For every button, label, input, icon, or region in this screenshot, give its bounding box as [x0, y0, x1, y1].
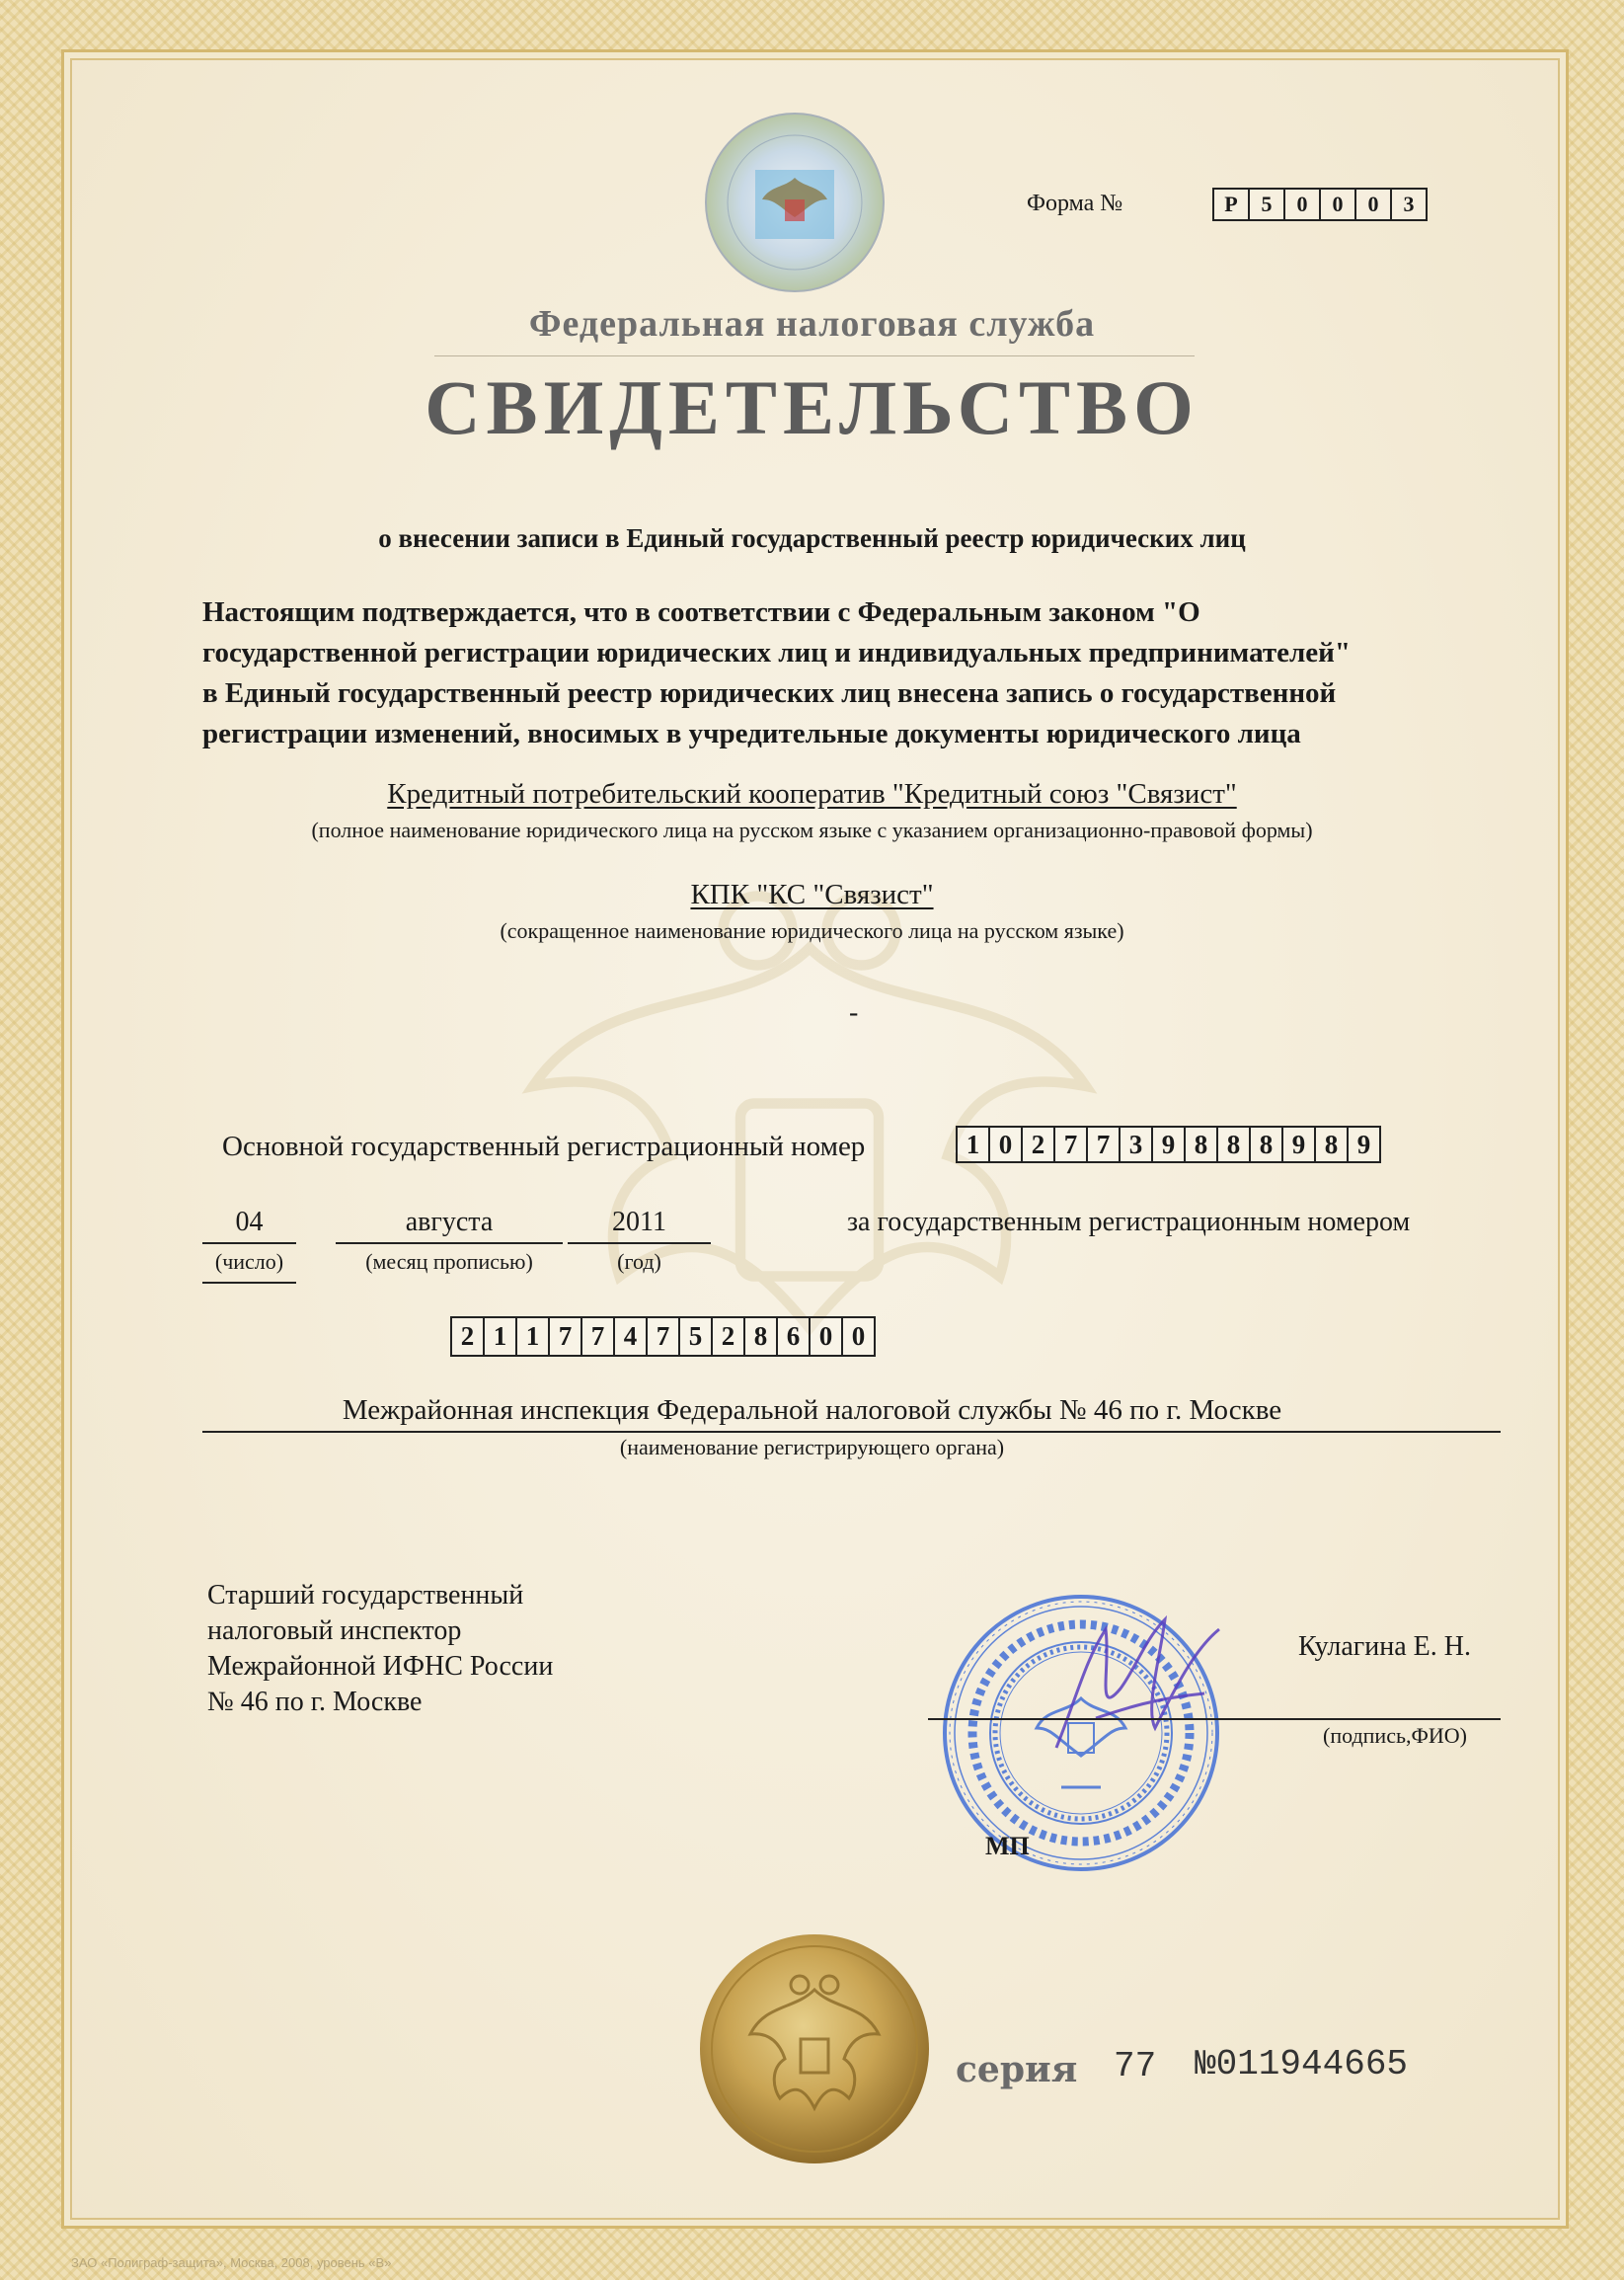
date-year: 2011: [612, 1207, 666, 1237]
ogrn-label: Основной государственный регистрационный номер: [222, 1131, 866, 1162]
signature-line: [928, 1718, 1501, 1720]
ogrn-digit: 8: [1216, 1126, 1251, 1163]
grn-digit: 1: [483, 1316, 517, 1357]
series-value: 77: [1114, 2046, 1157, 2086]
grn-digit: 7: [646, 1316, 680, 1357]
date-day-line: [202, 1242, 296, 1244]
ogrn-digit: 9: [1347, 1126, 1381, 1163]
ogrn-digit: 8: [1314, 1126, 1349, 1163]
ogrn-digit: 2: [1021, 1126, 1055, 1163]
ogrn-digit: 7: [1053, 1126, 1088, 1163]
ogrn-digit: 9: [1151, 1126, 1186, 1163]
body-line: государственной регистрации юридических лиц и индивидуальных предпринимателей": [202, 637, 1351, 668]
inspector-line: Старший государственный: [207, 1580, 524, 1611]
signer-name: Кулагина Е. Н.: [1298, 1631, 1471, 1662]
inspector-title: [207, 1578, 553, 1720]
ogrn-cells: [958, 1126, 1381, 1163]
ogrn-digit: 0: [988, 1126, 1023, 1163]
inspector-line: Межрайонной ИФНС России: [207, 1651, 554, 1682]
date-day-caption-line: [202, 1282, 296, 1284]
entity-short-name-row: [0, 879, 1624, 911]
date-year-caption: (год): [617, 1249, 661, 1274]
ogrn-digit: 3: [1119, 1126, 1153, 1163]
body-line: в Единый государственный реестр юридических лиц внесена запись о государственной: [202, 677, 1337, 709]
body-line: Настоящим подтверждается, что в соответствии с Федеральным законом "О: [202, 596, 1200, 628]
agency-name: Федеральная налоговая служба: [528, 303, 1096, 345]
ogrn-digit: 1: [956, 1126, 990, 1163]
form-number-cells: [1214, 188, 1428, 221]
hologram-emblem-icon: [701, 109, 889, 296]
registering-organ-name: Межрайонная инспекция Федеральной налоговой службы № 46 по г. Москве: [342, 1394, 1282, 1426]
signature-caption: (подпись,ФИО): [1323, 1723, 1467, 1748]
certificate-body: [202, 592, 1486, 754]
grn-digit: 0: [809, 1316, 843, 1357]
grn-digit: 1: [515, 1316, 550, 1357]
entity-full-name-row: [0, 778, 1624, 811]
grn-cells: [452, 1316, 876, 1357]
page-title: СВИДЕТЕЛЬСТВО: [425, 364, 1199, 450]
form-number-char: 0: [1319, 188, 1356, 221]
grn-digit: 7: [548, 1316, 582, 1357]
body-line: регистрации изменений, вносимых в учредительные документы юридического лица: [202, 718, 1301, 749]
registering-organ-line: [202, 1431, 1501, 1433]
inspector-line: № 46 по г. Москве: [207, 1687, 423, 1717]
inspector-line: налоговый инспектор: [207, 1615, 462, 1646]
date-year-line: [568, 1242, 711, 1244]
grn-digit: 5: [678, 1316, 713, 1357]
form-number-char: 0: [1354, 188, 1392, 221]
grn-digit: 2: [711, 1316, 745, 1357]
form-number-char: Р: [1212, 188, 1250, 221]
entity-short-name: КПК "КС "Связист": [690, 879, 934, 910]
entity-full-name: Кредитный потребительский кооператив "Кредитный союз "Связист": [387, 778, 1237, 810]
grn-digit: 2: [450, 1316, 485, 1357]
printer-imprint: ЗАО «Полиграф-защита», Москва, 2008, уровень «В»: [71, 2255, 392, 2270]
date-month-caption: (месяц прописью): [365, 1249, 533, 1274]
date-month-line: [336, 1242, 563, 1244]
form-number-char: 0: [1283, 188, 1321, 221]
stamp-place-label: МП: [985, 1832, 1030, 1860]
grn-digit: 0: [841, 1316, 876, 1357]
grn-digit: 8: [743, 1316, 778, 1357]
entity-foreign-name: -: [849, 997, 859, 1028]
entity-short-name-caption: (сокращенное наименование юридического лица на русском языке): [500, 918, 1124, 943]
date-day: 04: [235, 1207, 264, 1237]
ogrn-digit: 9: [1281, 1126, 1316, 1163]
ogrn-digit: 8: [1249, 1126, 1283, 1163]
form-number-char: 3: [1390, 188, 1428, 221]
form-number-char: 5: [1248, 188, 1285, 221]
form-number-label: Форма №: [1027, 191, 1123, 216]
registering-organ-caption: (наименование регистрирующего органа): [619, 1435, 1005, 1459]
date-day-caption: (число): [214, 1249, 284, 1274]
certificate-subtitle: о внесении записи в Единый государственный реестр юридических лиц: [378, 523, 1246, 553]
entity-full-name-caption: (полное наименование юридического лица на русском языке с указанием организационно-правовой формы): [311, 818, 1313, 842]
grn-digit: 7: [580, 1316, 615, 1357]
ogrn-digit: 8: [1184, 1126, 1218, 1163]
grn-label: за государственным регистрационным номером: [847, 1207, 1411, 1237]
date-month: августа: [405, 1207, 494, 1237]
agency-divider: [434, 355, 1195, 356]
handwritten-signature-icon: [1037, 1600, 1234, 1777]
grn-digit: 4: [613, 1316, 648, 1357]
series-label: серия: [956, 2049, 1078, 2090]
gold-seal-icon: [696, 1930, 933, 2167]
ogrn-digit: 7: [1086, 1126, 1121, 1163]
grn-digit: 6: [776, 1316, 811, 1357]
series-number: №011944665: [1195, 2044, 1409, 2084]
